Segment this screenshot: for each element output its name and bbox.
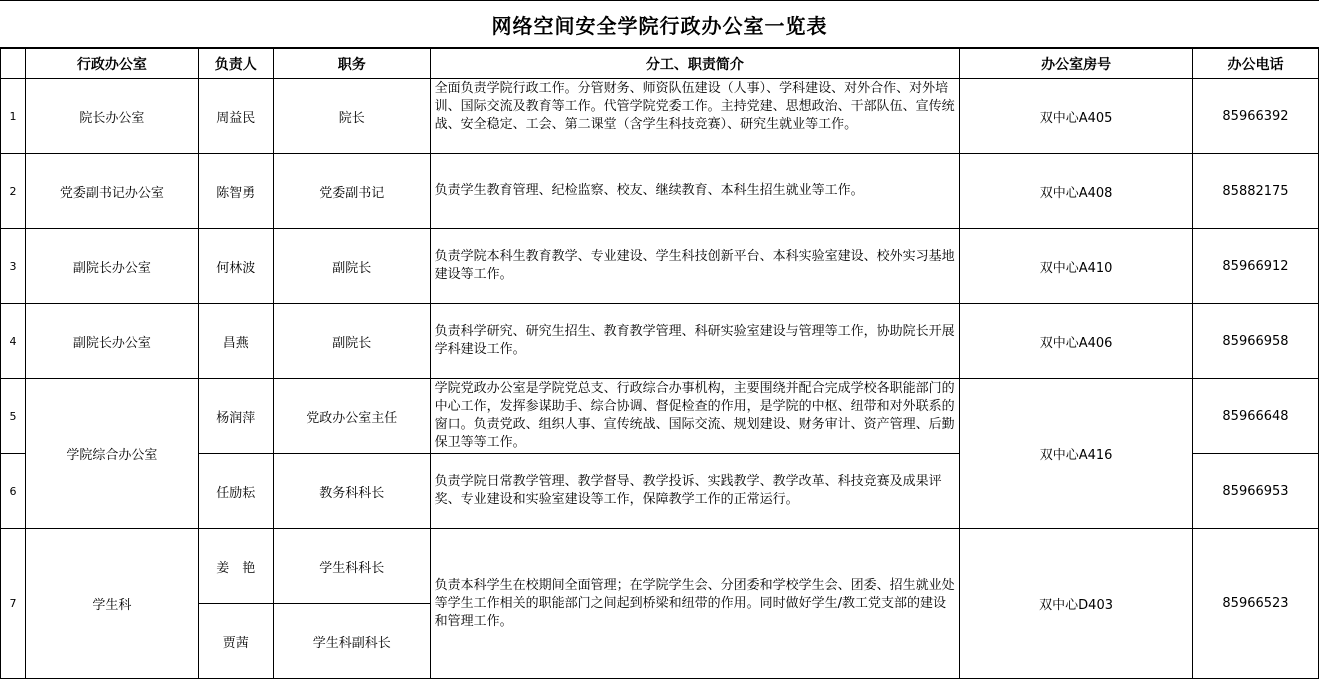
room-cell: 双中心A410 xyxy=(960,229,1193,304)
header-phone: 办公电话 xyxy=(1193,49,1319,79)
header-row xyxy=(1,49,1319,79)
room-cell: 双中心D403 xyxy=(960,529,1193,679)
person-cell: 何林波 xyxy=(198,229,273,304)
phone-cell: 85882175 xyxy=(1193,154,1319,229)
person-cell: 贾茜 xyxy=(198,604,273,679)
header-person: 负责人 xyxy=(198,49,273,79)
description-cell: 负责学院本科生教育教学、专业建设、学生科技创新平台、本科实验室建设、校外实习基地建设等工作。 xyxy=(430,229,960,304)
header-office: 行政办公室 xyxy=(25,49,198,79)
table-row xyxy=(1,529,1319,604)
position-cell: 党委副书记 xyxy=(273,154,430,229)
table-row xyxy=(1,229,1319,304)
office-cell: 学院综合办公室 xyxy=(25,379,198,529)
phone-cell: 85966523 xyxy=(1193,529,1319,679)
description-cell: 全面负责学院行政工作。分管财务、师资队伍建设（人事）、学科建设、对外合作、对外培训、国际交流及教育等工作。代管学院党委工作。主持党建、思想政治、干部队伍、宣传统战、安全稳定、工会、第二课堂（含学生科技竞赛）、研究生就业等工作。 xyxy=(430,79,960,154)
table-row xyxy=(1,304,1319,379)
position-cell: 副院长 xyxy=(273,304,430,379)
phone-cell: 85966648 xyxy=(1193,379,1319,454)
row-index: 1 xyxy=(1,79,26,154)
person-cell: 陈智勇 xyxy=(198,154,273,229)
row-index: 6 xyxy=(1,454,26,529)
office-table xyxy=(0,48,1319,679)
description-cell: 负责学生教育管理、纪检监察、校友、继续教育、本科生招生就业等工作。 xyxy=(430,154,960,229)
description-cell: 负责本科学生在校期间全面管理；在学院学生会、分团委和学校学生会、团委、招生就业处等学生工作相关的职能部门之间起到桥梁和纽带的作用。同时做好学生/教工党支部的建设和管理工作。 xyxy=(430,529,960,679)
row-index: 3 xyxy=(1,229,26,304)
room-cell: 双中心A406 xyxy=(960,304,1193,379)
description-cell: 负责科学研究、研究生招生、教育教学管理、科研实验室建设与管理等工作，协助院长开展学科建设工作。 xyxy=(430,304,960,379)
person-cell: 杨润萍 xyxy=(198,379,273,454)
row-index: 4 xyxy=(1,304,26,379)
header-index xyxy=(1,49,26,79)
position-cell: 副院长 xyxy=(273,229,430,304)
room-cell: 双中心A408 xyxy=(960,154,1193,229)
position-cell: 党政办公室主任 xyxy=(273,379,430,454)
position-cell: 学生科副科长 xyxy=(273,604,430,679)
office-cell: 副院长办公室 xyxy=(25,229,198,304)
office-cell: 学生科 xyxy=(25,529,198,679)
table-title: 网络空间安全学院行政办公室一览表 xyxy=(0,0,1319,48)
position-cell: 院长 xyxy=(273,79,430,154)
header-description: 分工、职责简介 xyxy=(430,49,960,79)
description-cell: 负责学院日常教学管理、教学督导、教学投诉、实践教学、教学改革、科技竞赛及成果评奖、专业建设和实验室建设等工作，保障教学工作的正常运行。 xyxy=(430,454,960,529)
office-cell: 副院长办公室 xyxy=(25,304,198,379)
header-position: 职务 xyxy=(273,49,430,79)
person-cell: 任励耘 xyxy=(198,454,273,529)
table-row xyxy=(1,379,1319,454)
phone-cell: 85966958 xyxy=(1193,304,1319,379)
position-cell: 教务科科长 xyxy=(273,454,430,529)
position-cell: 学生科科长 xyxy=(273,529,430,604)
row-index: 2 xyxy=(1,154,26,229)
phone-cell: 85966392 xyxy=(1193,79,1319,154)
description-cell: 学院党政办公室是学院党总支、行政综合办事机构，主要围绕并配合完成学校各职能部门的中心工作，发挥参谋助手、综合协调、督促检查的作用，是学院的中枢、纽带和对外联系的窗口。负责党政、组织人事、宣传统战、国际交流、规划建设、财务审计、资产管理、后勤保卫等等工作。 xyxy=(430,379,960,454)
room-cell: 双中心A416 xyxy=(960,379,1193,529)
room-cell: 双中心A405 xyxy=(960,79,1193,154)
person-cell: 周益民 xyxy=(198,79,273,154)
phone-cell: 85966912 xyxy=(1193,229,1319,304)
phone-cell: 85966953 xyxy=(1193,454,1319,529)
row-index: 7 xyxy=(1,529,26,679)
header-room: 办公室房号 xyxy=(960,49,1193,79)
person-cell: 姜 艳 xyxy=(198,529,273,604)
table-row xyxy=(1,79,1319,154)
row-index: 5 xyxy=(1,379,26,454)
person-cell: 昌燕 xyxy=(198,304,273,379)
table-row xyxy=(1,154,1319,229)
office-cell: 院长办公室 xyxy=(25,79,198,154)
office-cell: 党委副书记办公室 xyxy=(25,154,198,229)
